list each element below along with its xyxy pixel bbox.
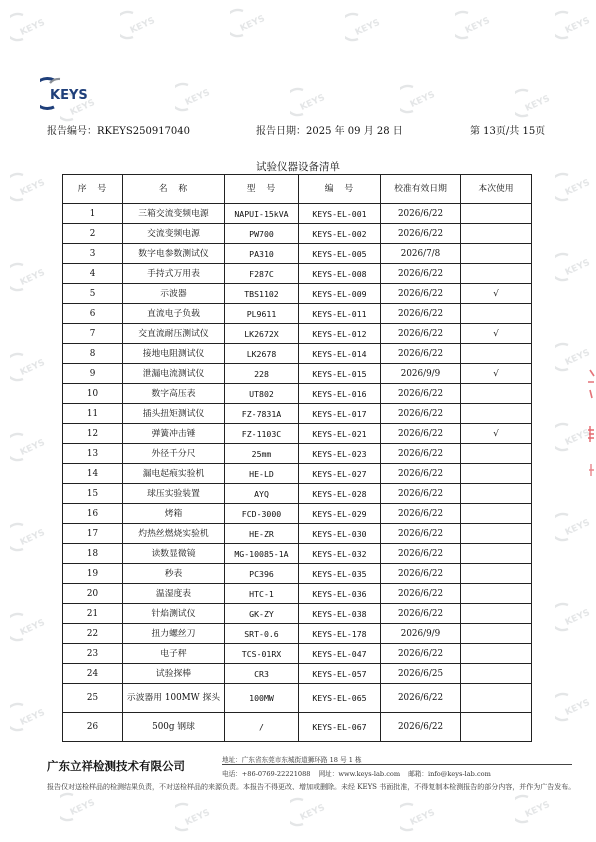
- svg-text:KEYS: KEYS: [18, 357, 47, 378]
- table-row: [63, 584, 532, 604]
- cell-index: 1: [63, 204, 123, 224]
- table-row: [63, 264, 532, 284]
- cell-index: 6: [63, 304, 123, 324]
- cell-model: FCD-3000: [225, 504, 299, 524]
- cell-used: √: [461, 424, 532, 444]
- cell-name: 针焰测试仪: [123, 604, 225, 624]
- cell-index: 5: [63, 284, 123, 304]
- keys-logo: [40, 74, 98, 112]
- watermark-logo-icon: [290, 795, 330, 829]
- cell-number: KEYS-EL-028: [299, 484, 381, 504]
- cell-number: KEYS-EL-014: [299, 344, 381, 364]
- cell-index: 17: [63, 524, 123, 544]
- svg-text:KEYS: KEYS: [183, 87, 212, 108]
- cell-model: 25mm: [225, 444, 299, 464]
- watermark-logo-icon: [400, 800, 440, 834]
- watermark-logo-icon: [455, 8, 495, 42]
- watermark-logo-icon: [10, 700, 50, 734]
- watermark-logo-icon: [120, 8, 160, 42]
- cell-index: 9: [63, 364, 123, 384]
- cell-model: SRT-0.6: [225, 624, 299, 644]
- cell-name: 示波器: [123, 284, 225, 304]
- cell-model: PA310: [225, 244, 299, 264]
- svg-text:KEYS: KEYS: [238, 13, 267, 34]
- table-row: [63, 644, 532, 664]
- cell-index: 14: [63, 464, 123, 484]
- svg-text:KEYS: KEYS: [68, 797, 97, 818]
- table-row: [63, 224, 532, 244]
- table-row: [63, 624, 532, 644]
- cell-number: KEYS-EL-023: [299, 444, 381, 464]
- cell-used: [461, 404, 532, 424]
- cell-number: KEYS-EL-057: [299, 664, 381, 684]
- cell-index: 26: [63, 713, 123, 742]
- page-indicator: 第 13页/共 15页: [470, 126, 546, 137]
- table-row: [63, 544, 532, 564]
- cell-model: LK2672X: [225, 324, 299, 344]
- svg-text:KEYS: KEYS: [563, 607, 592, 628]
- cell-name: 插头扭矩测试仪: [123, 404, 225, 424]
- cell-number: KEYS-EL-178: [299, 624, 381, 644]
- svg-text:KEYS: KEYS: [523, 93, 552, 114]
- cell-number: KEYS-EL-009: [299, 284, 381, 304]
- watermark-logo-icon: [230, 6, 270, 40]
- cell-name: 泄漏电流测试仪: [123, 364, 225, 384]
- cell-calibration-date: 2026/6/22: [381, 464, 461, 484]
- svg-text:KEYS: KEYS: [68, 97, 97, 118]
- table-row: [63, 244, 532, 264]
- cell-name: 灼热丝燃烧实验机: [123, 524, 225, 544]
- watermark-logo-icon: [10, 260, 50, 294]
- cell-used: [461, 684, 532, 713]
- watermark-logo-icon: [555, 170, 595, 204]
- watermark-logo-icon: [10, 610, 50, 644]
- cell-index: 7: [63, 324, 123, 344]
- cell-used: √: [461, 284, 532, 304]
- cell-index: 2: [63, 224, 123, 244]
- footer-divider: [222, 764, 572, 765]
- cell-calibration-date: 2026/6/22: [381, 264, 461, 284]
- cell-number: KEYS-EL-008: [299, 264, 381, 284]
- svg-text:KEYS: KEYS: [18, 177, 47, 198]
- svg-text:KEYS: KEYS: [18, 707, 47, 728]
- cell-used: [461, 384, 532, 404]
- cell-index: 23: [63, 644, 123, 664]
- cell-index: 3: [63, 244, 123, 264]
- svg-text:KEYS: KEYS: [463, 15, 492, 36]
- cell-name: 500g 钢球: [123, 713, 225, 742]
- cell-index: 24: [63, 664, 123, 684]
- svg-text:KEYS: KEYS: [18, 617, 47, 638]
- table-row: [63, 484, 532, 504]
- cell-calibration-date: 2026/9/9: [381, 624, 461, 644]
- cell-used: [461, 264, 532, 284]
- cell-number: KEYS-EL-035: [299, 564, 381, 584]
- cell-model: FZ-1103C: [225, 424, 299, 444]
- table-header-row: [63, 175, 532, 204]
- cell-model: HE-LD: [225, 464, 299, 484]
- cell-calibration-date: 2026/6/22: [381, 644, 461, 664]
- cell-index: 19: [63, 564, 123, 584]
- cell-used: [461, 444, 532, 464]
- cell-index: 4: [63, 264, 123, 284]
- table-row: [63, 713, 532, 742]
- cell-calibration-date: 2026/6/22: [381, 484, 461, 504]
- cell-calibration-date: 2026/6/25: [381, 664, 461, 684]
- cell-name: 扭力螺丝刀: [123, 624, 225, 644]
- cell-number: KEYS-EL-012: [299, 324, 381, 344]
- table-row: [63, 604, 532, 624]
- cell-name: 秒表: [123, 564, 225, 584]
- watermark-logo-icon: [10, 170, 50, 204]
- svg-text:KEYS: KEYS: [298, 802, 327, 823]
- table-row: [63, 664, 532, 684]
- cell-number: KEYS-EL-036: [299, 584, 381, 604]
- cell-model: PW700: [225, 224, 299, 244]
- cell-used: [461, 464, 532, 484]
- cell-number: KEYS-EL-021: [299, 424, 381, 444]
- cell-calibration-date: 2026/6/22: [381, 524, 461, 544]
- svg-text:KEYS: KEYS: [563, 177, 592, 198]
- cell-model: 100MW: [225, 684, 299, 713]
- svg-text:KEYS: KEYS: [563, 427, 592, 448]
- report-date: 报告日期：2025 年 09 月 28 日: [256, 126, 403, 137]
- svg-text:KEYS: KEYS: [353, 17, 382, 38]
- watermark-logo-icon: [515, 792, 555, 826]
- cell-used: [461, 604, 532, 624]
- cell-model: F287C: [225, 264, 299, 284]
- cell-name: 手持式万用表: [123, 264, 225, 284]
- cell-number: KEYS-EL-002: [299, 224, 381, 244]
- cell-name: 烤箱: [123, 504, 225, 524]
- cell-number: KEYS-EL-001: [299, 204, 381, 224]
- cell-used: [461, 544, 532, 564]
- cell-used: [461, 713, 532, 742]
- cell-name: 数字电参数测试仪: [123, 244, 225, 264]
- cell-used: [461, 224, 532, 244]
- table-row: [63, 304, 532, 324]
- watermark-logo-icon: [345, 10, 385, 44]
- table-row: [63, 424, 532, 444]
- cell-calibration-date: 2026/6/22: [381, 544, 461, 564]
- cell-index: 12: [63, 424, 123, 444]
- table-row: [63, 564, 532, 584]
- watermark-logo-icon: [555, 8, 595, 42]
- cell-name: 试验探棒: [123, 664, 225, 684]
- watermark-logo-icon: [555, 690, 595, 724]
- cell-index: 11: [63, 404, 123, 424]
- svg-text:KEYS: KEYS: [298, 92, 327, 113]
- cell-used: [461, 584, 532, 604]
- watermark-logo-icon: [175, 80, 215, 114]
- svg-text:KEYS: KEYS: [18, 17, 47, 38]
- cell-used: [461, 244, 532, 264]
- cell-index: 15: [63, 484, 123, 504]
- cell-calibration-date: 2026/6/22: [381, 344, 461, 364]
- cell-used: [461, 204, 532, 224]
- watermark-logo-icon: [400, 82, 440, 116]
- cell-index: 22: [63, 624, 123, 644]
- cell-index: 16: [63, 504, 123, 524]
- cell-used: [461, 484, 532, 504]
- cell-calibration-date: 2026/6/22: [381, 684, 461, 713]
- cell-model: MG-10085-1A: [225, 544, 299, 564]
- svg-text:KEYS: KEYS: [523, 799, 552, 820]
- cell-model: HE-ZR: [225, 524, 299, 544]
- cell-calibration-date: 2026/6/22: [381, 504, 461, 524]
- cell-calibration-date: 2026/6/22: [381, 284, 461, 304]
- cell-calibration-date: 2026/6/22: [381, 584, 461, 604]
- svg-text:KEYS: KEYS: [563, 697, 592, 718]
- cell-number: KEYS-EL-029: [299, 504, 381, 524]
- cell-name: 交直流耐压测试仪: [123, 324, 225, 344]
- cell-used: [461, 664, 532, 684]
- cell-model: PC396: [225, 564, 299, 584]
- svg-text:KEYS: KEYS: [563, 347, 592, 368]
- cell-index: 18: [63, 544, 123, 564]
- col-header-name: 名 称: [123, 175, 225, 204]
- cell-name: 电子秤: [123, 644, 225, 664]
- col-header-model: 型 号: [225, 175, 299, 204]
- cell-number: KEYS-EL-067: [299, 713, 381, 742]
- footer-contact: 电话：+86-0769-22221088 网址：www.keys-lab.com 邮箱：info@keys-lab.com: [222, 770, 491, 778]
- cell-model: TCS-01RX: [225, 644, 299, 664]
- cell-number: KEYS-EL-065: [299, 684, 381, 713]
- table-row: [63, 404, 532, 424]
- cell-used: [461, 304, 532, 324]
- cell-name: 交流变频电源: [123, 224, 225, 244]
- cell-used: [461, 644, 532, 664]
- cell-name: 外径千分尺: [123, 444, 225, 464]
- svg-text:KEYS: KEYS: [128, 15, 157, 36]
- watermark-logo-icon: [175, 800, 215, 834]
- cell-calibration-date: 2026/6/22: [381, 304, 461, 324]
- table-row: [63, 284, 532, 304]
- cell-name: 温湿度表: [123, 584, 225, 604]
- cell-name: 弹簧冲击锤: [123, 424, 225, 444]
- cell-model: UT802: [225, 384, 299, 404]
- cell-name: 数字高压表: [123, 384, 225, 404]
- cell-name: 球压实验装置: [123, 484, 225, 504]
- cell-model: LK2678: [225, 344, 299, 364]
- cell-used: [461, 344, 532, 364]
- svg-text:KEYS: KEYS: [183, 807, 212, 828]
- cell-calibration-date: 2026/6/22: [381, 424, 461, 444]
- seal-stamp-fragment: [582, 360, 596, 490]
- report-number: 报告编号：RKEYS250917040: [47, 126, 191, 137]
- cell-number: KEYS-EL-016: [299, 384, 381, 404]
- cell-used: √: [461, 364, 532, 384]
- svg-text:KEYS: KEYS: [18, 437, 47, 458]
- table-row: [63, 504, 532, 524]
- svg-text:KEYS: KEYS: [408, 807, 437, 828]
- watermark-logo-icon: [60, 790, 100, 824]
- cell-used: [461, 504, 532, 524]
- watermark-logo-icon: [555, 250, 595, 284]
- cell-model: FZ-7831A: [225, 404, 299, 424]
- cell-model: NAPUI-15kVA: [225, 204, 299, 224]
- cell-name: 直流电子负载: [123, 304, 225, 324]
- cell-calibration-date: 2026/6/22: [381, 564, 461, 584]
- footer-company-name: 广东立祥检测技术有限公司: [47, 759, 185, 773]
- table-row: [63, 344, 532, 364]
- cell-model: TBS1102: [225, 284, 299, 304]
- footer-address: 地址：广东省东莞市东城街道狮环路 18 号 1 栋: [222, 756, 362, 764]
- cell-used: [461, 524, 532, 544]
- cell-calibration-date: 2026/6/22: [381, 324, 461, 344]
- svg-text:KEYS: KEYS: [563, 257, 592, 278]
- cell-number: KEYS-EL-011: [299, 304, 381, 324]
- cell-number: KEYS-EL-030: [299, 524, 381, 544]
- table-row: [63, 684, 532, 713]
- cell-calibration-date: 2026/7/8: [381, 244, 461, 264]
- cell-index: 21: [63, 604, 123, 624]
- col-header-used: 本次使用: [461, 175, 532, 204]
- cell-model: CR3: [225, 664, 299, 684]
- cell-used: [461, 624, 532, 644]
- cell-index: 25: [63, 684, 123, 713]
- cell-calibration-date: 2026/6/22: [381, 444, 461, 464]
- cell-number: KEYS-EL-017: [299, 404, 381, 424]
- table-row: [63, 524, 532, 544]
- watermark-logo-icon: [10, 520, 50, 554]
- equipment-table: [62, 174, 532, 742]
- cell-model: GK-ZY: [225, 604, 299, 624]
- cell-calibration-date: 2026/6/22: [381, 224, 461, 244]
- cell-name: 示波器用 100MW 探头: [123, 684, 225, 713]
- cell-index: 10: [63, 384, 123, 404]
- cell-model: AYQ: [225, 484, 299, 504]
- col-header-number: 编 号: [299, 175, 381, 204]
- watermark-logo-icon: [555, 510, 595, 544]
- cell-calibration-date: 2026/6/22: [381, 404, 461, 424]
- table-row: [63, 464, 532, 484]
- table-row: [63, 324, 532, 344]
- svg-text:KEYS: KEYS: [18, 267, 47, 288]
- cell-used: [461, 564, 532, 584]
- table-row: [63, 204, 532, 224]
- cell-calibration-date: 2026/6/22: [381, 204, 461, 224]
- table-row: [63, 384, 532, 404]
- cell-model: 228: [225, 364, 299, 384]
- cell-calibration-date: 2026/6/22: [381, 604, 461, 624]
- col-header-calibration-date: 校准有效日期: [381, 175, 461, 204]
- cell-name: 三箱交流变频电源: [123, 204, 225, 224]
- cell-number: KEYS-EL-032: [299, 544, 381, 564]
- svg-text:KEYS: KEYS: [563, 517, 592, 538]
- svg-text:KEYS: KEYS: [18, 527, 47, 548]
- cell-number: KEYS-EL-015: [299, 364, 381, 384]
- watermark-logo-icon: [10, 10, 50, 44]
- footer-disclaimer: 报告仅对送检样品的检测结果负责，不对送检样品的来源负责。本报告不得更改、增加或删除。未经 KEYS 书面批准，不得复制本检测报告的部分内容，并作为广告发布。: [47, 783, 576, 791]
- cell-number: KEYS-EL-027: [299, 464, 381, 484]
- cell-name: 接地电阻测试仪: [123, 344, 225, 364]
- cell-name: 漏电起痕实验机: [123, 464, 225, 484]
- watermark-logo-icon: [10, 430, 50, 464]
- table-row: [63, 444, 532, 464]
- svg-text:KEYS: KEYS: [563, 15, 592, 36]
- table-title: 试验仪器设备清单: [256, 161, 340, 173]
- svg-text:KEYS: KEYS: [408, 89, 437, 110]
- cell-number: KEYS-EL-038: [299, 604, 381, 624]
- cell-index: 13: [63, 444, 123, 464]
- cell-number: KEYS-EL-047: [299, 644, 381, 664]
- cell-used: √: [461, 324, 532, 344]
- table-row: [63, 364, 532, 384]
- cell-name: 读数显微镜: [123, 544, 225, 564]
- cell-index: 20: [63, 584, 123, 604]
- cell-index: 8: [63, 344, 123, 364]
- cell-calibration-date: 2026/6/22: [381, 384, 461, 404]
- watermark-logo-icon: [515, 86, 555, 120]
- cell-calibration-date: 2026/6/22: [381, 713, 461, 742]
- cell-calibration-date: 2026/9/9: [381, 364, 461, 384]
- watermark-logo-icon: [555, 600, 595, 634]
- cell-model: /: [225, 713, 299, 742]
- watermark-logo-icon: [10, 350, 50, 384]
- cell-number: KEYS-EL-005: [299, 244, 381, 264]
- svg-text:KEYS: KEYS: [50, 88, 88, 103]
- cell-model: HTC-1: [225, 584, 299, 604]
- cell-model: PL9611: [225, 304, 299, 324]
- watermark-logo-icon: [290, 85, 330, 119]
- col-header-index: 序 号: [63, 175, 123, 204]
